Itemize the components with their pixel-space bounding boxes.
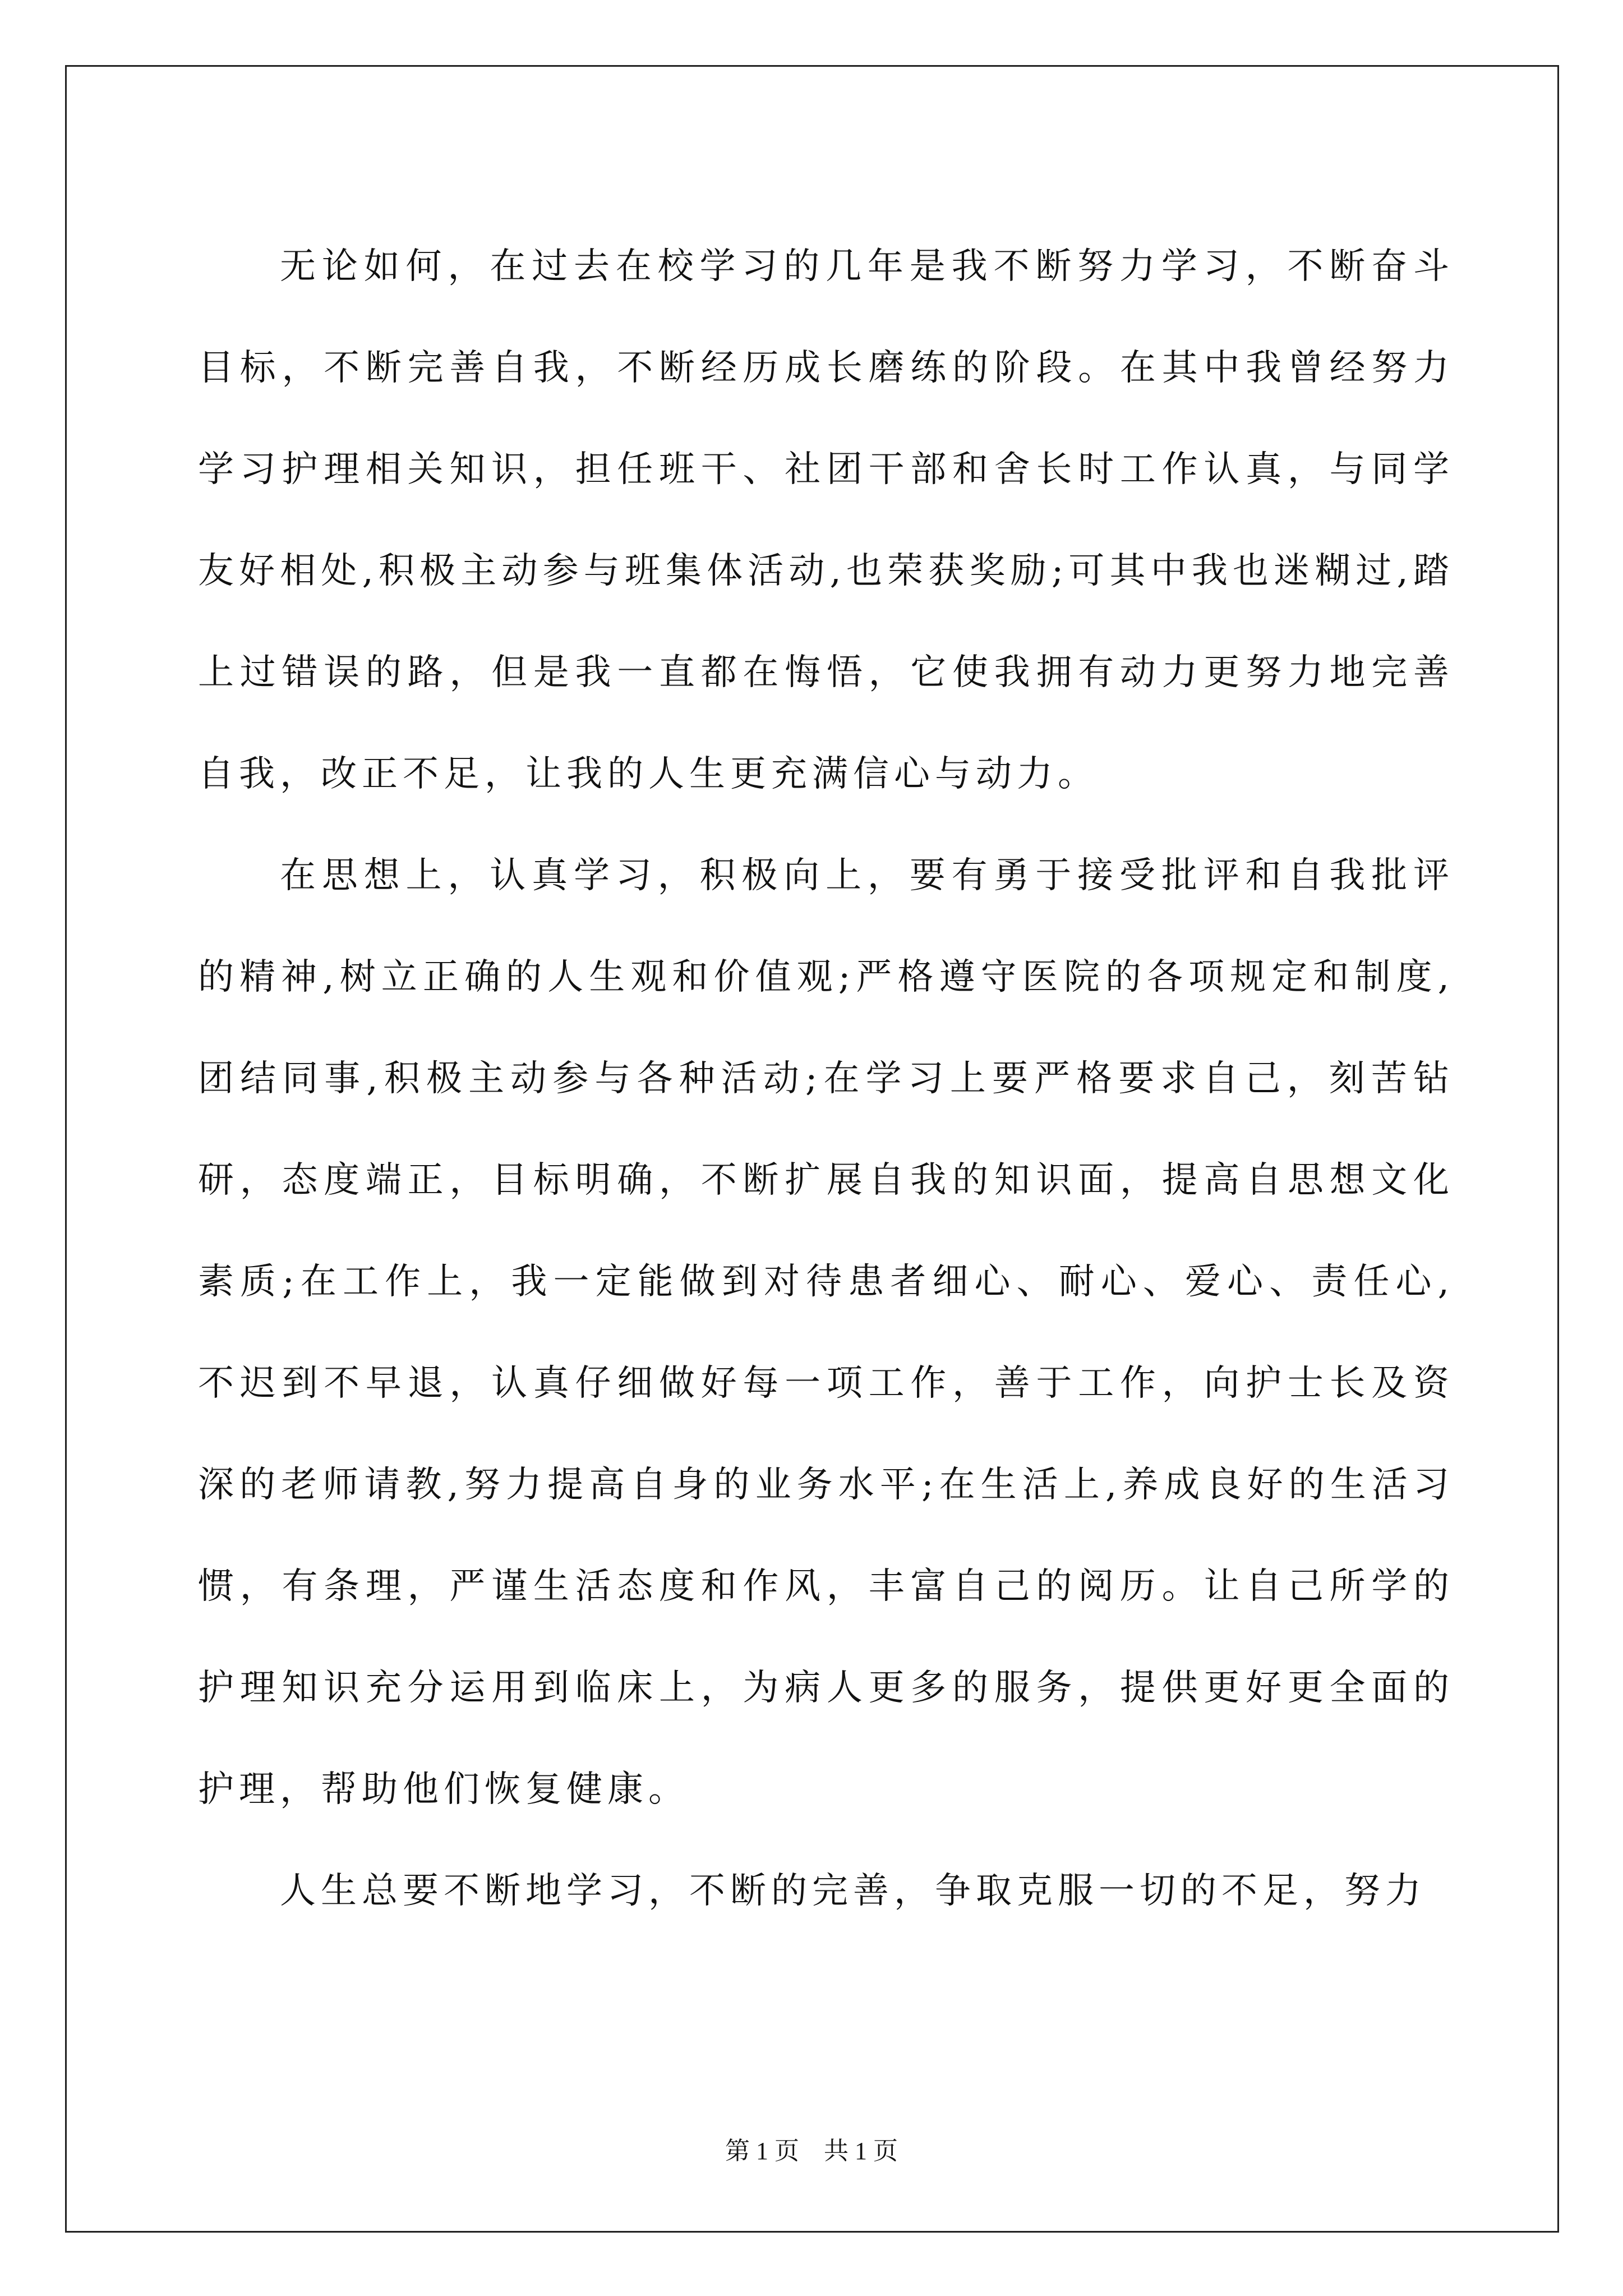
paragraph-2: 在思想上，认真学习，积极向上，要有勇于接受批评和自我批评的精神,树立正确的人生观和价值观;严格遵守医院的各项规定和制度,团结同事,积极主动参与各种活动;在学习上要严格要求自己，刻苦钻研，态度端正，目标明确，不断扩展自我的知识面，提高自思想文化素质;在工作上，我一定能做到对待患者细心、耐心、爱心、责任心,不迟到不早退，认真仔细做好每一项工作，善于工作，向护士长及资深的老师请教,努力提高自身的业务水平;在生活上,养成良好的生活习惯，有条理，严谨生活态度和作风，丰富自己的阅历。让自己所学的护理知识充分运用到临床上，为病人更多的服务，提供更好更全面的护理，帮助他们恢复健康。 bbox=[198, 855, 1454, 1810]
page-number-footer: 第 1 页 共 1 页 bbox=[725, 2137, 898, 2165]
paragraph-3: 人生总要不断地学习，不断的完善，争取克服一切的不足，努力 bbox=[280, 1870, 1426, 1912]
paragraph-1: 无论如何，在过去在校学习的几年是我不断努力学习，不断奋斗目标，不断完善自我，不断经历成长磨练的阶段。在其中我曾经努力学习护理相关知识，担任班干、社团干部和舍长时工作认真，与同学友好相处,积极主动参与班集体活动,也荣获奖励;可其中我也迷糊过,踏上过错误的路，但是我一直都在悔悟，它使我拥有动力更努力地完善自我，改正不足，让我的人生更充满信心与动力。 bbox=[198, 246, 1454, 795]
document-body bbox=[198, 216, 1454, 1942]
